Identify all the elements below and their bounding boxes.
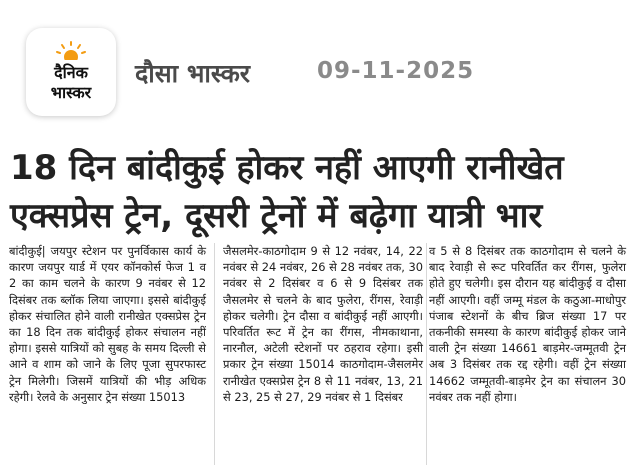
headline-line-2: एक्सप्रेस ट्रेन, दूसरी ट्रेनों में बढ़ेगा यात्री भार: [10, 196, 543, 236]
logo-text-dainik: दैनिक: [54, 63, 88, 82]
headline-line-1: 18 दिन बांदीकुई होकर नहीं आएगी रानीखेत: [10, 148, 564, 188]
edition-name: दौसा भास्कर: [135, 59, 251, 88]
article-column-1: बांदीकुई| जयपुर स्टेशन पर पुनर्विकास कार्य के कारण जयपुर यार्ड में एयर कॉनकोर्स फेज 1 व 2 का काम चलने के कारण 9 नवंबर से 12 दिसंबर तक ब्लॉक लिया जाएगा। इससे बांदीकुई होकर संचालित होने वाली रानीखेत एक्सप्रेस ट्रेन का 18 दिन तक बांदीकुई होकर संचालन नहीं होगा। इससे यात्रियों को सुबह के समय दिल्ली से आने व शाम को जाने के लिए पूजा सुपरफास्ट ट्रेन मिलेगी। जिसमें यात्रियों की भीड़ अधिक रहेगी। रेलवे के अनुसार ट्रेन संख्या 15013: [9, 244, 206, 404]
logo-text-bhaskar: भास्कर: [50, 83, 92, 102]
article-column-3: व 5 से 8 दिसंबर तक काठगोदाम से चलने के बाद रेवाड़ी से रूट परिवर्तित कर रींगस, फुलेरा होते हुए चलेगी। इस दौरान यह बांदीकुई व दौसा नहीं आएगी। वहीं जम्मू मंडल के कठुआ-माधोपुर पंजाब स्टेशनों के बीच ब्रिज संख्या 17 पर तकनीकी समस्या के कारण बांदीकुई होकर जाने वाली ट्रेन संख्या 14661 बाड़मेर-जम्मूतवी ट्रेन अब 3 दिसंबर तक रद्द रहेगी। वहीं ट्रेन संख्या 14662 जम्मूतवी-बाड़मेर ट्रेन का संचालन 30 नवंबर तक नहीं होगा।: [429, 244, 626, 404]
edition-date: 09-11-2025: [317, 58, 475, 84]
article-column-2: जैसलमेर-काठगोदाम 9 से 12 नवंबर, 14, 22 नवंबर से 24 नवंबर, 26 से 28 नवंबर तक, 30 नवंबर से 2 दिसंबर व 6 से 9 दिसंबर तक जैसलमेर से चलने के बाद फुलेरा, रींगस, रेवाड़ी होकर चलेगी। ट्रेन दौसा व बांदीकुई नहीं आएगी। परिवर्तित रूट में ट्रेन का रींगस, नीमकाथाना, नारनौल, अटेली स्टेशनों पर ठहराव रहेगा। इसी प्रकार ट्रेन संख्या 15014 काठगोदाम-जैसलमेर रानीखेत एक्सप्रेस ट्रेन 8 से 11 नवंबर, 13, 21 से 23, 25 से 27, 29 नवंबर से 1 दिसंबर: [223, 244, 423, 404]
column-divider: [426, 243, 427, 465]
dainik-bhaskar-logo[interactable]: [26, 28, 116, 116]
sun-icon: [55, 40, 87, 60]
column-divider: [214, 243, 215, 465]
masthead: [0, 0, 631, 118]
